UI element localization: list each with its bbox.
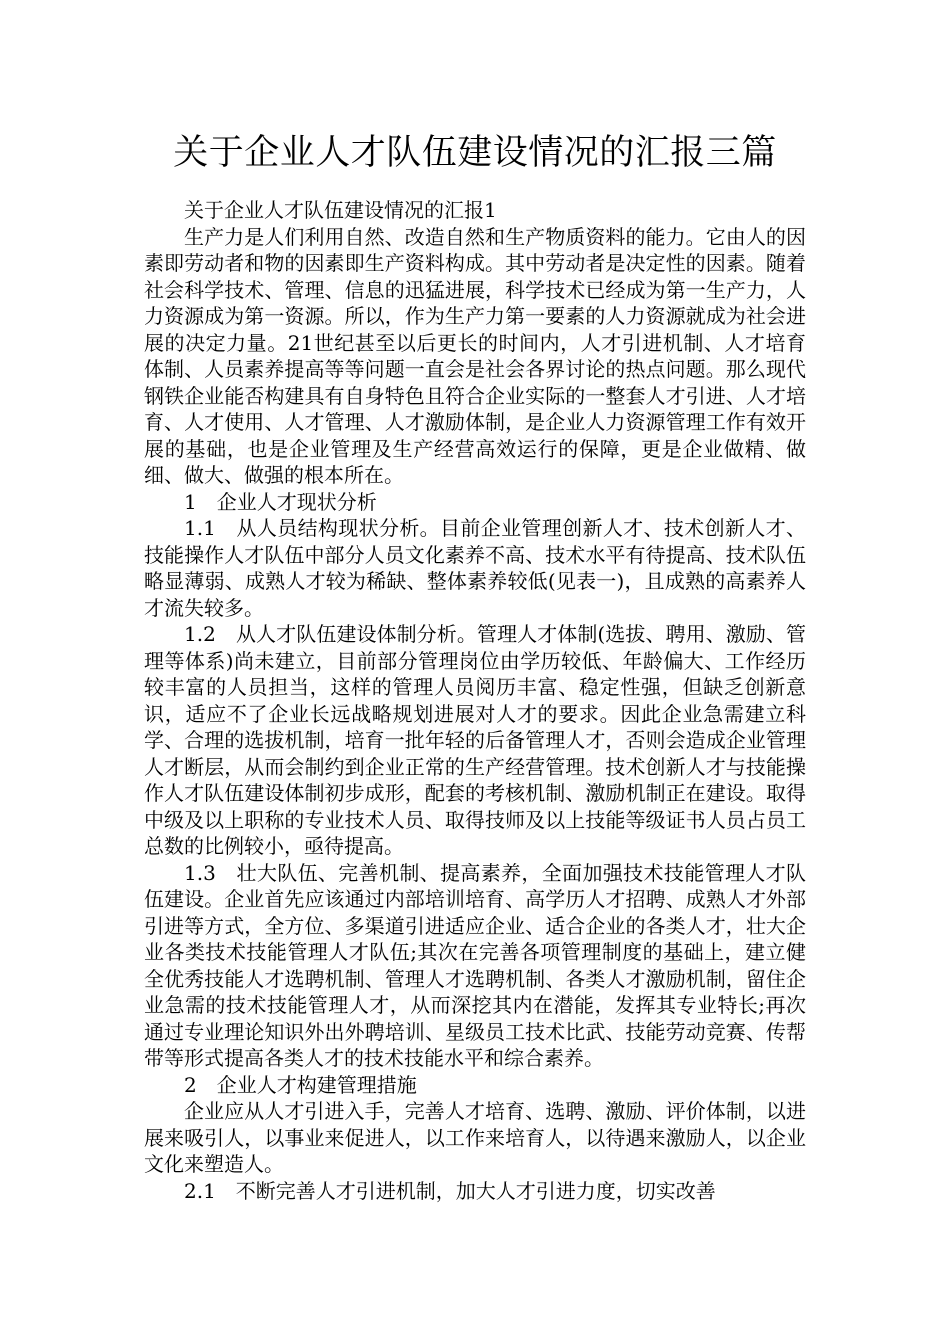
body-paragraph: 1.3 壮大队伍、完善机制、提高素养，全面加强技术技能管理人才队伍建设。企业首先应该通过内部培训培育、高学历人才招聘、成熟人才外部引进等方式，全方位、多渠道引进适应企业、适合企业的各类人才，壮大企业各类技术技能管理人才队伍;其次在完善各项管理制度的基础上，建立健全优秀技能人才选聘机制、管理人才选聘机制、各类人才激励机制，留住企业急需的技术技能管理人才，从而深挖其内在潜能，发挥其专业特长;再次通过专业理论知识外出外聘培训、星级员工技术比武、技能劳动竞赛、传帮带等形式提高各类人才的技术技能水平和综合素养。 [144, 860, 806, 1070]
body-paragraph: 2.1 不断完善人才引进机制，加大人才引进力度，切实改善 [184, 1178, 716, 1203]
body-paragraph: 企业应从人才引进入手，完善人才培育、选聘、激励、评价体制，以进展来吸引人，以事业来促进人，以工作来培育人，以待遇来激励人，以企业文化来塑造人。 [144, 1099, 806, 1176]
section-heading: 1 企业人才现状分析 [184, 489, 377, 514]
document-body [144, 197, 806, 1204]
body-paragraph: 1.2 从人才队伍建设体制分析。管理人才体制(选拔、聘用、激励、管理等体系)尚未建立，目前部分管理岗位由学历较低、年龄偏大、工作经历较丰富的人员担当，这样的管理人员阅历丰富、稳定性强，但缺乏创新意识，适应不了企业长远战略规划进展对人才的要求。因此企业急需建立科学、合理的选拔机制，培育一批年轻的后备管理人才，否则会造成企业管理人才断层，从而会制约到企业正常的生产经营管理。技术创新人才与技能操作人才队伍建设体制初步成形，配套的考核机制、激励机制正在建设。取得中级及以上职称的专业技术人员、取得技师及以上技能等级证书人员占员工总数的比例较小，亟待提高。 [144, 622, 806, 858]
section-heading: 2 企业人才构建管理措施 [184, 1072, 417, 1097]
body-paragraph: 1.1 从人员结构现状分析。目前企业管理创新人才、技术创新人才、技能操作人才队伍中部分人员文化素养不高、技术水平有待提高、技术队伍略显薄弱、成熟人才较为稀缺、整体素养较低(见表一)，且成熟的高素养人才流失较多。 [144, 516, 806, 620]
body-paragraph: 生产力是人们利用自然、改造自然和生产物质资料的能力。它由人的因素即劳动者和物的因素即生产资料构成。其中劳动者是决定性的因素。随着社会科学技术、管理、信息的迅猛进展，科学技术已经成为第一生产力，人力资源成为第一资源。所以，作为生产力第一要素的人力资源就成为社会进展的决定力量。21世纪甚至以后更长的时间内，人才引进机制、人才培育体制、人员素养提高等等问题一直会是社会各界讨论的热点问题。那么现代钢铁企业能否构建具有自身特色且符合企业实际的一整套人才引进、人才培育、人才使用、人才管理、人才激励体制，是企业人力资源管理工作有效开展的基础，也是企业管理及生产经营高效运行的保障，更是企业做精、做细、做大、做强的根本所在。 [144, 224, 806, 487]
section-subtitle: 关于企业人才队伍建设情况的汇报1 [184, 198, 497, 222]
document-title: 关于企业人才队伍建设情况的汇报三篇 [173, 133, 777, 173]
